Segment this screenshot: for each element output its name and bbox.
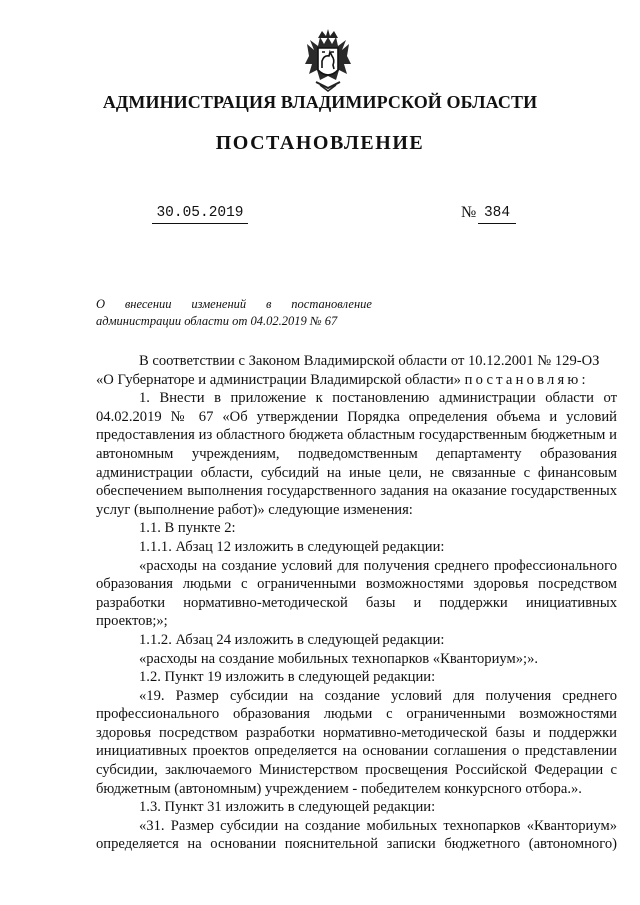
paragraph-item-1-2: 1.2. Пункт 19 изложить в следующей редакции: xyxy=(139,669,436,686)
paragraph-item-1-1-1: 1.1.1. Абзац 12 изложить в следующей редакции: xyxy=(139,538,445,555)
paragraph-quote-item-19: «19. Размер субсидии на создание условий для получения среднего профессионального образования людьми с ограниченными возможностями здоровья посредством разработки нормативно-методической базы и поддержки инициативных проектов определяется на основании соглашения о представлении субсидии, заключаемого Министерством просвещения Российской Федерации с бюджетным (автономным) учреждением - победителем конкурсного отбора.». xyxy=(96,687,617,797)
document-type-title: ПОСТАНОВЛЕНИЕ xyxy=(215,132,425,154)
document-number: 384 xyxy=(478,205,516,224)
coat-of-arms-emblem xyxy=(298,28,358,94)
paragraph-preamble-line-1: В соответствии с Законом Владимирской области от 10.12.2001 № 129-ОЗ xyxy=(139,353,600,369)
paragraph-quote-abzac-12: «расходы на создание условий для получения среднего профессионального образования людьми с ограниченными возможностями здоровья посредством разработки нормативно-методической базы и поддержки инициативных проектов;»; xyxy=(96,557,617,630)
subject-line-1 xyxy=(96,296,372,313)
paragraph-item-1-1-2: 1.1.2. Абзац 24 изложить в следующей редакции: xyxy=(139,631,445,648)
paragraph-item-1: 1. Внести в приложение к постановлению администрации области от 04.02.2019 № 67 «Об утверждении Порядка определения объема и условий предоставления из областного бюджета областным государственным бюджетным и автономным учреждениям, подведомственным департаменту образования администрации области, субсидий на иные цели, не связанные с финансовым обеспечением выполнения государственного задания на оказание государственных услуг (выполнение работ)» следующие изменения: xyxy=(96,390,617,518)
subject-word: О xyxy=(96,297,106,311)
document-body xyxy=(96,352,617,854)
subject-line-2: администрации области от 04.02.2019 № 67 xyxy=(96,314,338,328)
subject-word: внесении xyxy=(124,297,172,311)
paragraph-preamble-line-2 xyxy=(96,371,617,390)
law-title-text: «О Губернаторе и администрации Владимирской области» xyxy=(96,371,461,388)
paragraph-quote-abzac-24: «расходы на создание мобильных технопарков «Кванториум»;». xyxy=(139,650,539,667)
document-subject xyxy=(96,296,372,330)
resolve-word: постановляю: xyxy=(464,371,589,388)
paragraph-item-1-1: 1.1. В пункте 2: xyxy=(139,520,236,537)
organization-name: АДМИНИСТРАЦИЯ ВЛАДИМИРСКОЙ ОБЛАСТИ xyxy=(102,92,538,112)
subject-word: постановление xyxy=(291,297,372,311)
paragraph-quote-item-31: «31. Размер субсидии на создание мобильных технопарков «Кванториум» определяется на основании пояснительной записки бюджетного (автономного) xyxy=(96,817,617,853)
paragraph-item-1-3: 1.3. Пункт 31 изложить в следующей редакции: xyxy=(139,799,436,816)
number-sign: № xyxy=(461,204,477,221)
subject-word: изменений xyxy=(191,297,247,311)
subject-word: в xyxy=(266,297,272,311)
document-date: 30.05.2019 xyxy=(152,205,248,224)
